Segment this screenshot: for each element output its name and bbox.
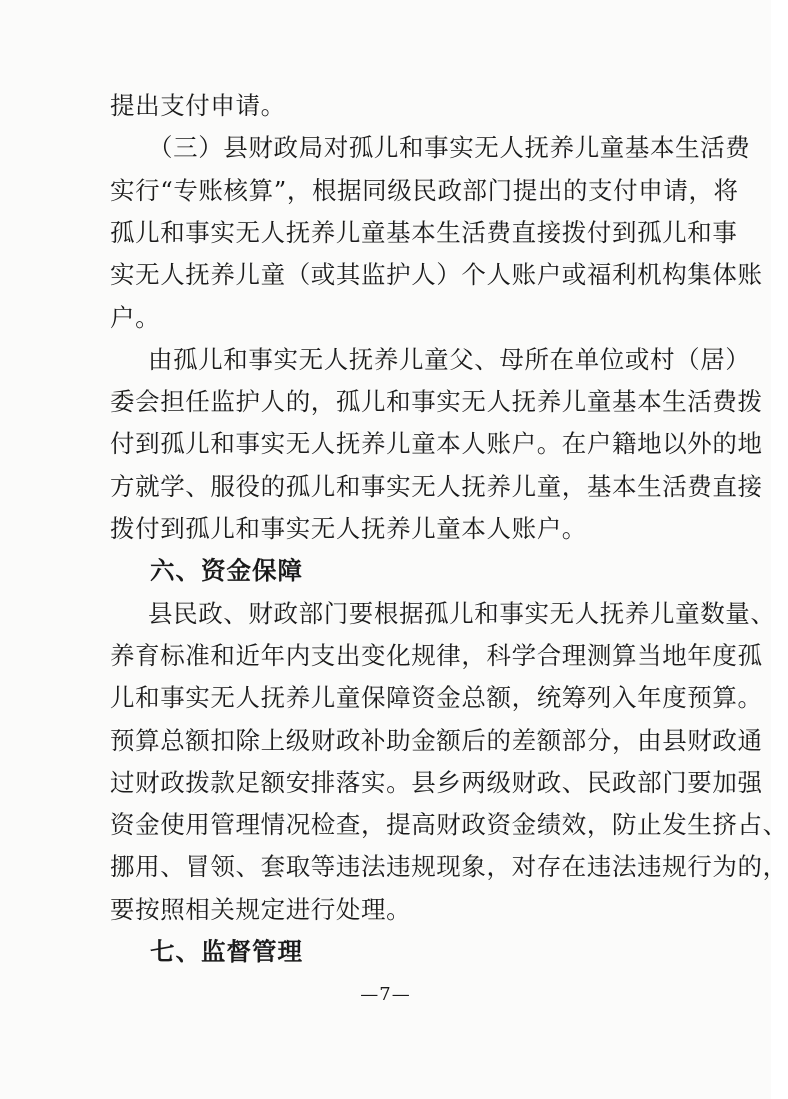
text-line: 预算总额扣除上级财政补助金额后的差额部分，由县财政通 <box>110 725 763 755</box>
section-heading: 六、资金保障 <box>150 556 303 586</box>
text-line: 拨付到孤儿和事实无人抚养儿童本人账户。 <box>110 514 587 543</box>
section-heading: 七、监督管理 <box>150 937 303 966</box>
text-line: 户。 <box>110 302 161 332</box>
text-line: 付到孤儿和事实无人抚养儿童本人账户。在户籍地以外的地 <box>110 429 763 459</box>
text-line: 要按照相关规定进行处理。 <box>110 894 412 924</box>
text-line: 方就学、服役的孤儿和事实无人抚养儿童，基本生活费直接 <box>110 471 763 501</box>
text-line: 委会担任监护人的，孤儿和事实无人抚养儿童基本生活费拨 <box>110 387 763 417</box>
text-line: 挪用、冒领、套取等违法违规现象，对存在违法违规行为的， <box>110 852 788 882</box>
text-line: 资金使用管理情况检查，提高财政资金绩效，防止发生挤占、 <box>110 810 788 840</box>
text-line: 儿和事实无人抚养儿童保障资金总额，统筹列入年度预算。 <box>110 683 763 713</box>
text-line: 孤儿和事实无人抚养儿童基本生活费直接拨付到孤儿和事 <box>110 217 738 247</box>
page-number: —7— <box>360 984 411 1005</box>
text-line: 养育标准和近年内支出变化规律，科学合理测算当地年度孤 <box>110 640 763 670</box>
text-line: 过财政拨款足额安排落实。县乡两级财政、民政部门要加强 <box>110 767 763 797</box>
text-line: （三）县财政局对孤儿和事实无人抚养儿童基本生活费 <box>148 133 751 163</box>
text-line: 由孤儿和事实无人抚养儿童父、母所在单位或村（居） <box>148 344 751 374</box>
text-line: 县民政、财政部门要根据孤儿和事实无人抚养儿童数量、 <box>148 598 776 628</box>
text-line: 提出支付申请。 <box>110 91 286 120</box>
text-line: 实无人抚养儿童（或其监护人）个人账户或福利机构集体账 <box>110 260 763 290</box>
text-line: 实行“专账核算”，根据同级民政部门提出的支付申请，将 <box>110 175 739 205</box>
